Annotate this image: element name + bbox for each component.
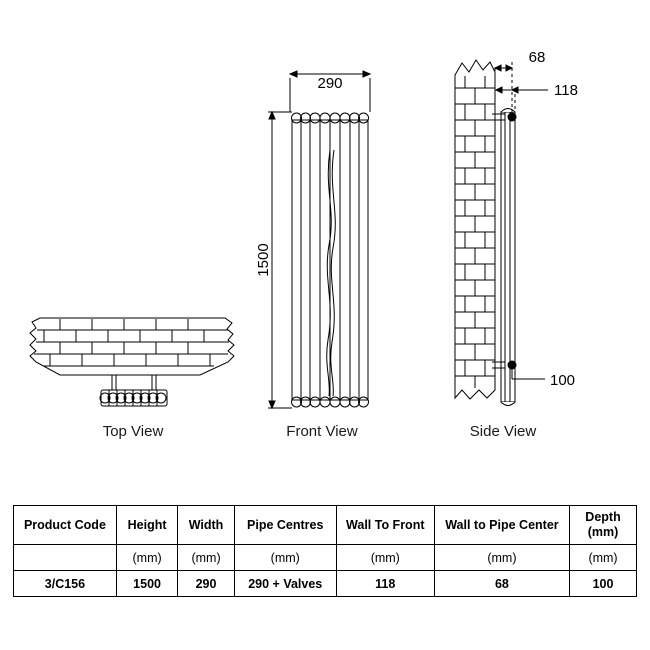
specification-table xyxy=(13,505,637,597)
side-wall-to-front-dim-text: 118 xyxy=(554,82,578,99)
side-bottom-pipe-dim-text: 100 xyxy=(550,372,576,389)
header-pipe-centres: Pipe Centres xyxy=(234,506,336,545)
value-depth: 100 xyxy=(570,571,637,597)
units-width: (mm) xyxy=(178,545,235,571)
table-units-row xyxy=(14,545,637,571)
header-depth xyxy=(570,506,637,545)
units-pipe-centres: (mm) xyxy=(234,545,336,571)
header-wall-to-front: Wall To Front xyxy=(336,506,434,545)
value-product-code: 3/C156 xyxy=(14,571,117,597)
table-header-row xyxy=(14,506,637,545)
header-depth-line2: (mm) xyxy=(587,525,619,539)
header-wall-to-pipe-center: Wall to Pipe Center xyxy=(434,506,569,545)
side-view-drawing xyxy=(455,60,548,406)
header-height: Height xyxy=(116,506,177,545)
value-wall-to-pipe-center: 68 xyxy=(434,571,569,597)
front-width-dim-text: 290 xyxy=(317,75,343,92)
units-wall-to-front: (mm) xyxy=(336,545,434,571)
side-view-caption: Side View xyxy=(469,423,537,440)
value-height: 1500 xyxy=(116,571,177,597)
units-depth: (mm) xyxy=(570,545,637,571)
side-depth-dim-text: 68 xyxy=(528,49,546,66)
front-view-caption: Front View xyxy=(286,423,358,440)
header-depth-line1: Depth xyxy=(585,510,621,524)
value-width: 290 xyxy=(178,571,235,597)
header-product-code: Product Code xyxy=(14,506,117,545)
top-view-drawing xyxy=(30,318,234,406)
units-product-code xyxy=(14,545,117,571)
value-wall-to-front: 118 xyxy=(336,571,434,597)
front-view-drawing xyxy=(268,71,370,408)
value-pipe-centres: 290 + Valves xyxy=(234,571,336,597)
front-height-dim-text: 1500 xyxy=(255,243,272,277)
units-wall-to-pipe-center: (mm) xyxy=(434,545,569,571)
header-width: Width xyxy=(178,506,235,545)
top-view-caption: Top View xyxy=(102,423,164,440)
units-height: (mm) xyxy=(116,545,177,571)
table-row xyxy=(14,571,637,597)
